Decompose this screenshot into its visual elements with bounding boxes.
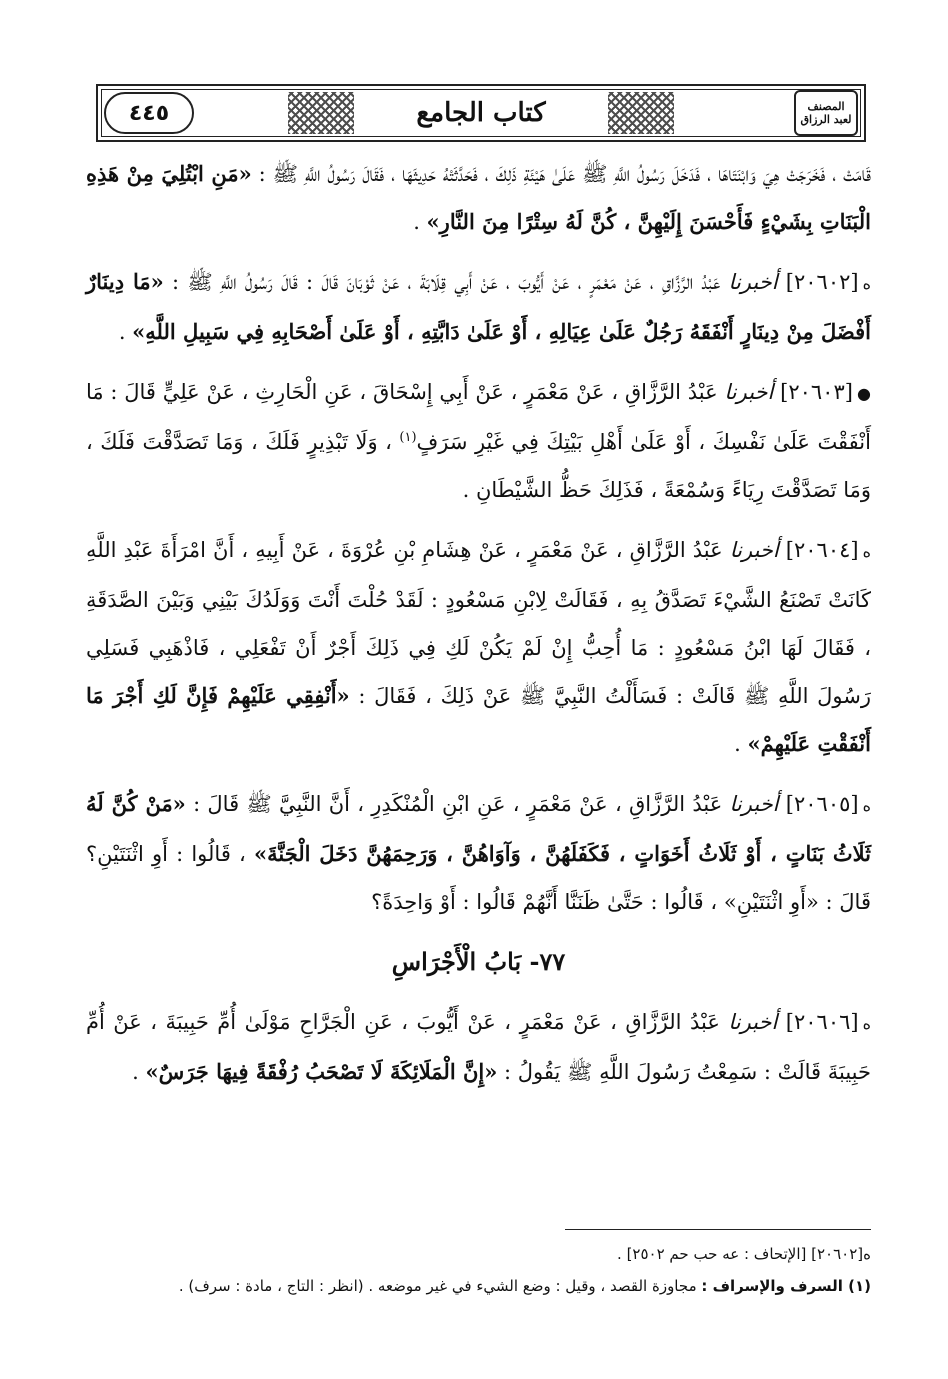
footnote-text: مجاوزة القصد ، وقيل : وضع الشيء في غير موضعه . (انظر : التاج ، مادة : سرف) . <box>178 1277 702 1295</box>
hadith-quote: «مَا دِينَارٌ أَفْضَلَ مِنْ دِينَارٍ أَنْفَقَهُ رَجُلٌ عَلَىٰ عِيَالِهِ ، أَوْ عَلَىٰ دَابَّتِهِ ، أَوْ عَلَىٰ أَصْحَابِهِ فِي سَبِيلِ اللَّهِ» <box>86 269 871 344</box>
hadith-marker: ه <box>862 542 871 561</box>
paragraph-text: عَبْدُ الرَّزَّاقِ ، عَنْ مَعْمَرٍ ، عَنْ أَبِي إِسْحَاقَ ، عَنِ الْحَارِثِ ، عَنْ عَلِيٍّ قَالَ : مَا أَنْفَقْتَ عَلَىٰ نَفْسِكَ ، أَوْ عَلَىٰ أَهْلِ بَيْتِكَ فِي غَيْرِ سَرَفٍ <box>86 380 871 454</box>
paragraph-tail: . <box>413 210 427 234</box>
hadith-number: [٢٠٦٠٦] <box>785 1010 859 1034</box>
akhbarana-word: أخبرنا <box>729 792 779 816</box>
hadith-number: [٢٠٦٠٥] <box>785 792 859 816</box>
hadith-marker: ● <box>856 384 871 403</box>
paragraph-continuation <box>86 150 871 246</box>
footnote-ithaf: ه[٢٠٦٠٢] [الإتحاف : عه حب حم ٢٥٠٢] . <box>617 1245 871 1263</box>
hadith-20603 <box>86 368 871 514</box>
hadith-number: [٢٠٦٠٤] <box>785 538 859 562</box>
footnote-1 <box>86 1270 871 1302</box>
hadith-marker: ه <box>862 796 871 815</box>
hadith-marker: ه <box>862 274 871 293</box>
hadith-20604 <box>86 526 871 768</box>
footnotes <box>86 1238 871 1302</box>
hadith-quote: «أَنْفِقِي عَلَيْهِمْ فَإِنَّ لَكِ أَجْرَ مَا أَنْفَقْتِ عَلَيْهِمْ» <box>86 683 871 756</box>
hadith-marker: ه <box>862 1014 871 1033</box>
hadith-quote: «إِنَّ الْمَلَائِكَةَ لَا تَصْحَبُ رُفْقَةً فِيهَا جَرَسٌ» <box>145 1059 498 1084</box>
akhbarana-word: أخبرنا <box>728 270 778 294</box>
paragraph-tail: . <box>132 1060 146 1084</box>
hadith-quote: «مَنْ كُنَّ لَهُ ثَلَاثُ بَنَاتٍ ، أَوْ ثَلَاثُ أَخَوَاتٍ ، فَكَفَلَهُنَّ ، وَآوَاهُنَّ ، وَرَحِمَهُنَّ دَخَلَ الْجَنَّةَ» <box>86 791 871 866</box>
paragraph-text: عَبْدُ الرَّزَّاقِ ، عَنْ مَعْمَرٍ ، عَنِ ابْنِ الْمُنْكَدِرِ ، أَنَّ النَّبِيَّ ﷺ قَالَ : <box>185 792 730 816</box>
hadith-number: [٢٠٦٠٣] <box>780 380 853 404</box>
paragraph-tail: ، قَالُوا : أَوِ اثْنَتَيْنِ؟ قَالَ : «أَوِ اثْنَتَيْنِ» ، قَالُوا : حَتَّىٰ ظَنَنَّا أَنَّهُمْ قَالُوا : أَوْ وَاحِدَةً؟ <box>86 842 871 914</box>
hadith-20605 <box>86 780 871 926</box>
hadith-20602 <box>86 258 871 356</box>
paragraph-tail: . <box>734 732 748 756</box>
section-heading: ٧٧- بَابُ الْأَجْرَاسِ <box>391 947 566 976</box>
book-title: كتاب الجامع <box>398 98 563 128</box>
page-body <box>86 150 871 1108</box>
footnote-divider <box>565 1229 871 1230</box>
paragraph-text: عَبْدُ الرَّزَّاقِ ، عَنْ مَعْمَرٍ ، عَنْ أَيُّوبَ ، عَنْ أَبِي قِلَابَةَ ، عَنْ ثَوْبَانَ قَالَ : قَالَ رَسُولُ اللَّهِ ﷺ : <box>163 270 729 294</box>
akhbarana-word: أخبرنا <box>728 1010 778 1034</box>
hadith-quote: «مَنِ ابْتُلِيَ مِنْ هَذِهِ الْبَنَاتِ بِشَيْءٍ فَأَحْسَنَ إِلَيْهِنَّ ، كُنَّ لَهُ سِتْرًا مِنَ النَّارِ» <box>86 161 871 234</box>
hadith-20606 <box>86 998 871 1096</box>
paragraph-text: عَبْدُ الرَّزَّاقِ ، عَنْ مَعْمَرٍ ، عَنْ هِشَامِ بْنِ عُرْوَةَ ، عَنْ أَبِيهِ ، أَنَّ امْرَأَةَ عَبْدِ اللَّهِ كَانَتْ تَصْنَعُ الشَّيْءَ تَصَدَّقُ بِهِ ، فَقَالَتْ لِابْنِ مَسْعُودٍ : لَقَدْ حُلْتَ أَنْتَ وَوَلَدُكَ بَيْنِي وَبَيْنَ الصَّدَقَةِ ، فَقَالَ لَهَا ابْنُ مَسْعُودٍ : مَا أُحِبُّ إِنْ لَمْ يَكُنْ لَكِ فِي ذَلِكَ أَجْرٌ أَنْ تَفْعَلِي ، فَاذْهَبِي فَسَلِي رَسُولَ اللَّهِ ﷺ قَالَتْ : فَسَأَلْتُ النَّبِيَّ ﷺ عَنْ ذَلِكَ ، فَقَالَ : <box>86 538 871 708</box>
akhbarana-word: أخبرنا <box>729 538 779 562</box>
ornament-left-icon <box>288 92 354 134</box>
footnote-ref: (١) <box>399 430 417 445</box>
page-number: ٤٤٥ <box>104 92 194 134</box>
paragraph-tail: . <box>118 320 133 344</box>
ornament-right-icon <box>608 92 674 134</box>
akhbarana-word: أخبرنا <box>724 380 774 404</box>
page-header <box>96 84 866 142</box>
paragraph-tail: ، وَلَا تَبْذِيرٍ فَلَكَ ، وَمَا تَصَدَّقْتَ فَلَكَ ، وَمَا تَصَدَّقْتَ رِيَاءً وَسُمْعَةً ، فَذَلِكَ حَظُّ الشَّيْطَانِ . <box>86 430 871 502</box>
hadith-number: [٢٠٦٠٢] <box>785 270 859 294</box>
paragraph-text: عَبْدُ الرَّزَّاقِ ، عَنْ مَعْمَرٍ ، عَنْ أَيُّوبَ ، عَنِ الْجَرَّاحِ مَوْلَىٰ أُمِّ حَبِيبَةَ ، عَنْ أُمِّ حَبِيبَةَ قَالَتْ : سَمِعْتُ رَسُولَ اللَّهِ ﷺ يَقُولُ : <box>86 1010 871 1084</box>
footnote-label: (١) السرف والإسراف : <box>701 1277 871 1295</box>
paragraph-text: قَامَتْ ، فَخَرَجَتْ هِيَ وَابْنَتَاهَا ، فَدَخَلَ رَسُولُ اللَّهِ ﷺ عَلَىٰ هَيْئَةِ ذَلِكَ ، فَحَدَّثَتْهُ حَدِيثَهَا ، فَقَالَ رَسُولُ اللَّهِ ﷺ : <box>251 162 871 186</box>
publisher-logo: المصنف لعبد الرزاق <box>794 90 858 136</box>
